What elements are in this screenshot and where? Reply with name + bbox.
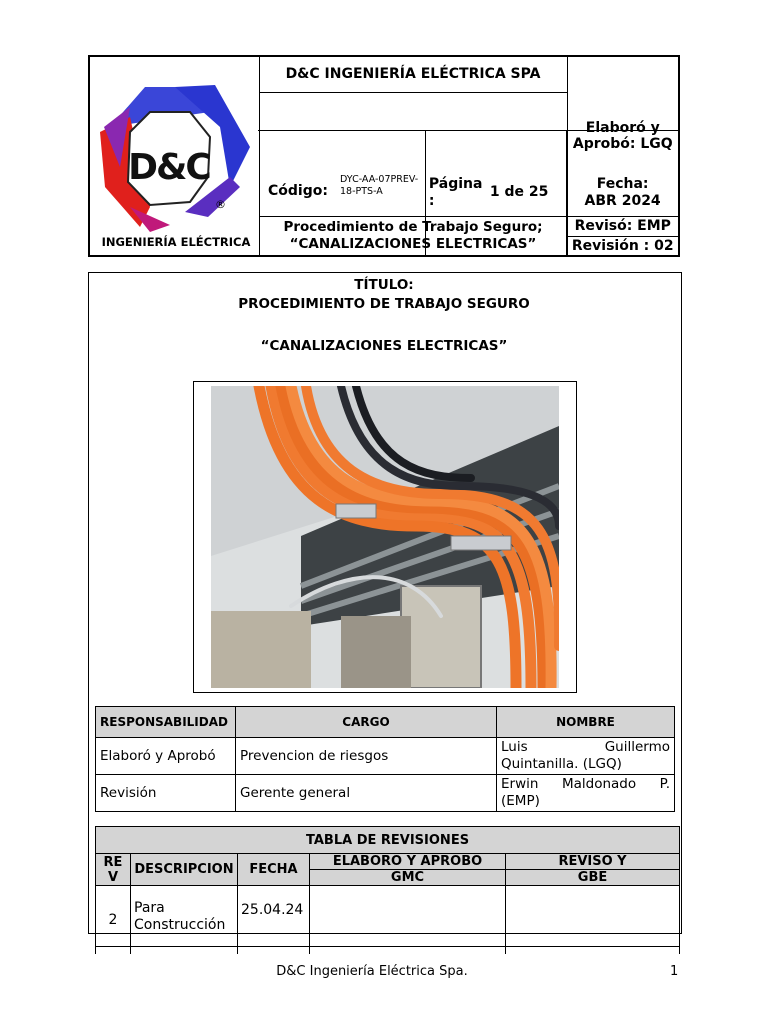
codigo-label: Código: [268,183,328,199]
title-line2: “CANALIZACIONES ELECTRICAS” [260,338,508,354]
responsibilities-table [95,706,675,812]
logo-caption: INGENIERÍA ELÉCTRICA [101,235,251,249]
reviso-cell [506,886,680,947]
title-line1: PROCEDIMIENTO DE TRABAJO SEGURO [238,296,530,312]
logo-text: D&C [128,147,210,188]
nombre-line1: Luis Guillermo [501,739,670,755]
company-name: D&C INGENIERÍA ELÉCTRICA SPA [259,56,567,92]
nombre-cell [497,775,675,812]
footer-company: D&C Ingeniería Eléctrica Spa. [276,964,468,979]
header-fecha: FECHA [238,854,310,886]
codigo-value: DYC-AA-07PREV-18-PTS-A [340,174,419,197]
nombre-line2: Quintanilla. (LGQ) [501,756,622,772]
revisions-table [95,826,680,967]
nombre-line1: Erwin Maldonado P. [501,776,670,792]
nombre-cell [497,738,675,775]
header-rev: REV [96,854,131,886]
code-row [258,130,680,257]
header-reviso: REVISO Y [506,854,680,870]
cargo-cell: Gerente general [236,775,497,812]
resp-cell: Revisión [96,775,236,812]
descripcion-text: Para Construcción [134,900,226,932]
pagina-value: 1 de 25 [489,184,549,200]
codigo-cell [258,131,425,257]
header-descripcion: DESCRIPCION [131,854,238,886]
table-row [96,886,680,947]
logo-cell [89,56,259,256]
elaboro-line1: Elaboró y [585,120,660,137]
fecha-cell [567,131,679,257]
footer-page-number: 1 [670,964,679,979]
title-block [88,276,680,356]
rev-cell: 2 [96,886,131,947]
reviso-cell: Revisó: EMP [567,216,679,236]
fecha-cell: 25.04.24 [238,886,310,947]
nombre-line2: (EMP) [501,793,540,809]
pagina-label: Página : [428,176,483,209]
elaboro-line2: Aprobó: LGQ [572,136,673,153]
photo-frame [193,381,577,693]
procedure-line1: Procedimiento de Trabajo Seguro; [283,218,543,235]
resp-cell: Elaboró y Aprobó [96,738,236,775]
header-elaboro: ELABORO Y APROBO [310,854,506,870]
revision-cell: Revisión : 02 [567,236,679,256]
procedure-line2: “CANALIZACIONES ELECTRICAS” [289,235,537,252]
fecha-value: ABR 2024 [584,193,661,209]
cable-tray-photo [211,386,559,688]
dc-logo [90,57,258,252]
title-label: TÍTULO: [354,277,414,293]
header-nombre: NOMBRE [497,707,675,738]
header-elaboro-sub: GMC [310,870,506,886]
header-reviso-sub: GBE [506,870,680,886]
fecha-label: Fecha: [596,176,649,192]
cargo-cell: Prevencion de riesgos [236,738,497,775]
header-responsabilidad: RESPONSABILIDAD [96,707,236,738]
pagina-cell [425,131,566,257]
registered-mark: ® [215,198,226,211]
header-cargo: CARGO [236,707,497,738]
elaboro-cell [310,886,506,947]
descripcion-cell [131,886,238,947]
revisions-title: TABLA DE REVISIONES [96,827,680,854]
